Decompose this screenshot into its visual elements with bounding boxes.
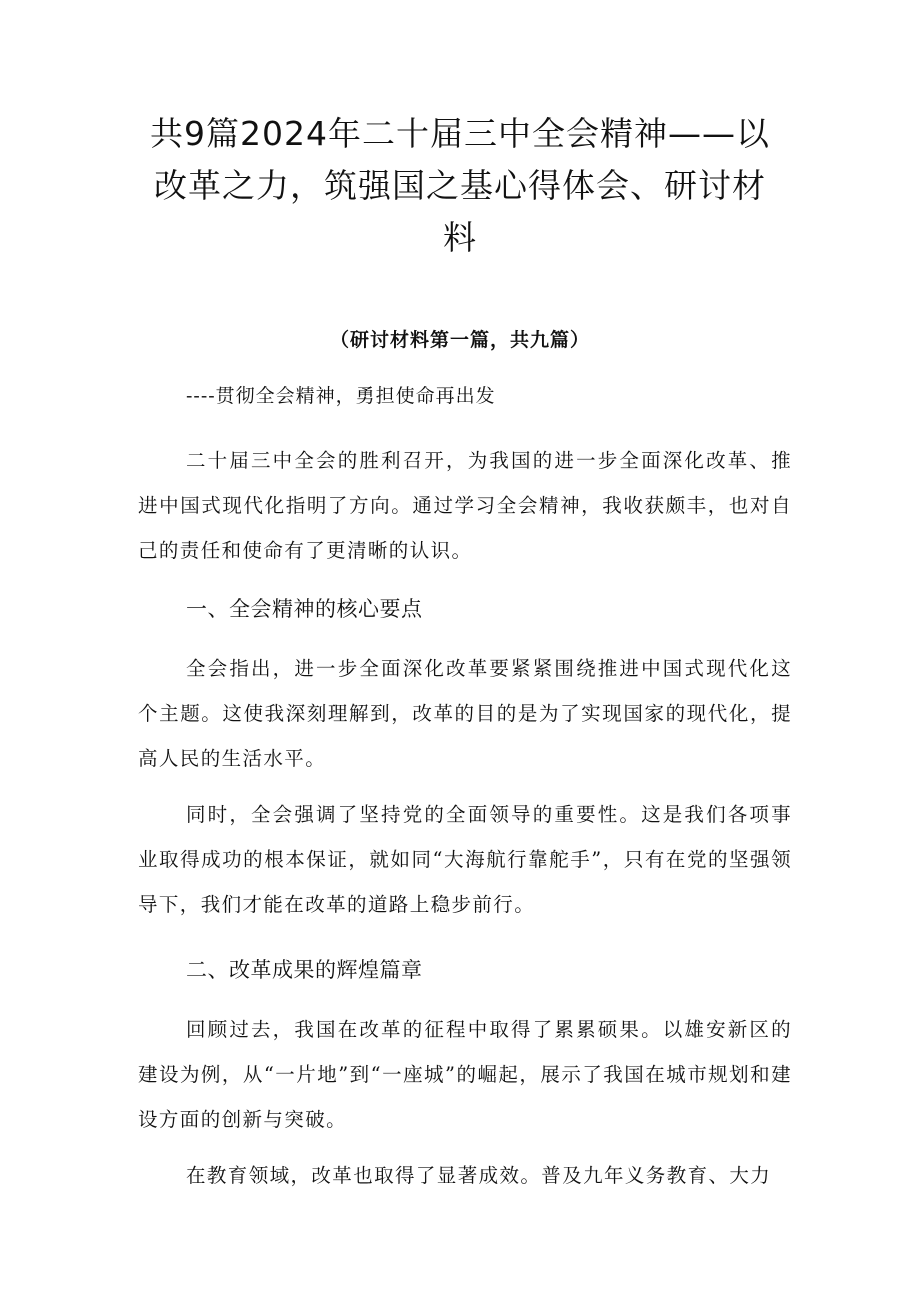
section-2-paragraph-2: 在教育领域，改革也取得了显著成效。普及九年义务教育、大力 — [186, 1164, 772, 1187]
title-line-1: 共9篇2024年二十届三中全会精神——以 — [150, 114, 770, 153]
section-1-paragraph-2: 同时，全会强调了坚持党的全面领导的重要性。这是我们各项事业取得成功的根本保证，就如同“大海航行靠舵手”，只有在党的坚强领导下，我们才能在改革的道路上稳步前行。 — [138, 803, 792, 916]
section-2-paragraph-1: 回顾过去，我国在改革的征程中取得了累累硕果。以雄安新区的建设为例，从“一片地”到“一座城”的崛起，展示了我国在城市规划和建设方面的创新与突破。 — [138, 1018, 792, 1131]
document-subtitle: （研讨材料第一篇，共九篇） — [329, 329, 590, 351]
section-heading-2: 二、改革成果的辉煌篇章 — [186, 958, 423, 982]
section-1-paragraph-1: 全会指出，进一步全面深化改革要紧紧围绕推进中国式现代化这个主题。这使我深刻理解到，改革的目的是为了实现国家的现代化，提高人民的生活水平。 — [138, 657, 792, 770]
title-line-3: 料 — [443, 218, 477, 257]
title-line-2: 改革之力，筑强国之基心得体会、研讨材 — [154, 166, 766, 205]
document-title — [140, 108, 780, 264]
document-tagline: ----贯彻全会精神，勇担使命再出发 — [186, 385, 496, 407]
section-heading-1: 一、全会精神的核心要点 — [186, 597, 423, 621]
intro-paragraph: 二十届三中全会的胜利召开，为我国的进一步全面深化改革、推进中国式现代化指明了方向。通过学习全会精神，我收获颇丰，也对自己的责任和使命有了更清晰的认识。 — [138, 449, 792, 562]
